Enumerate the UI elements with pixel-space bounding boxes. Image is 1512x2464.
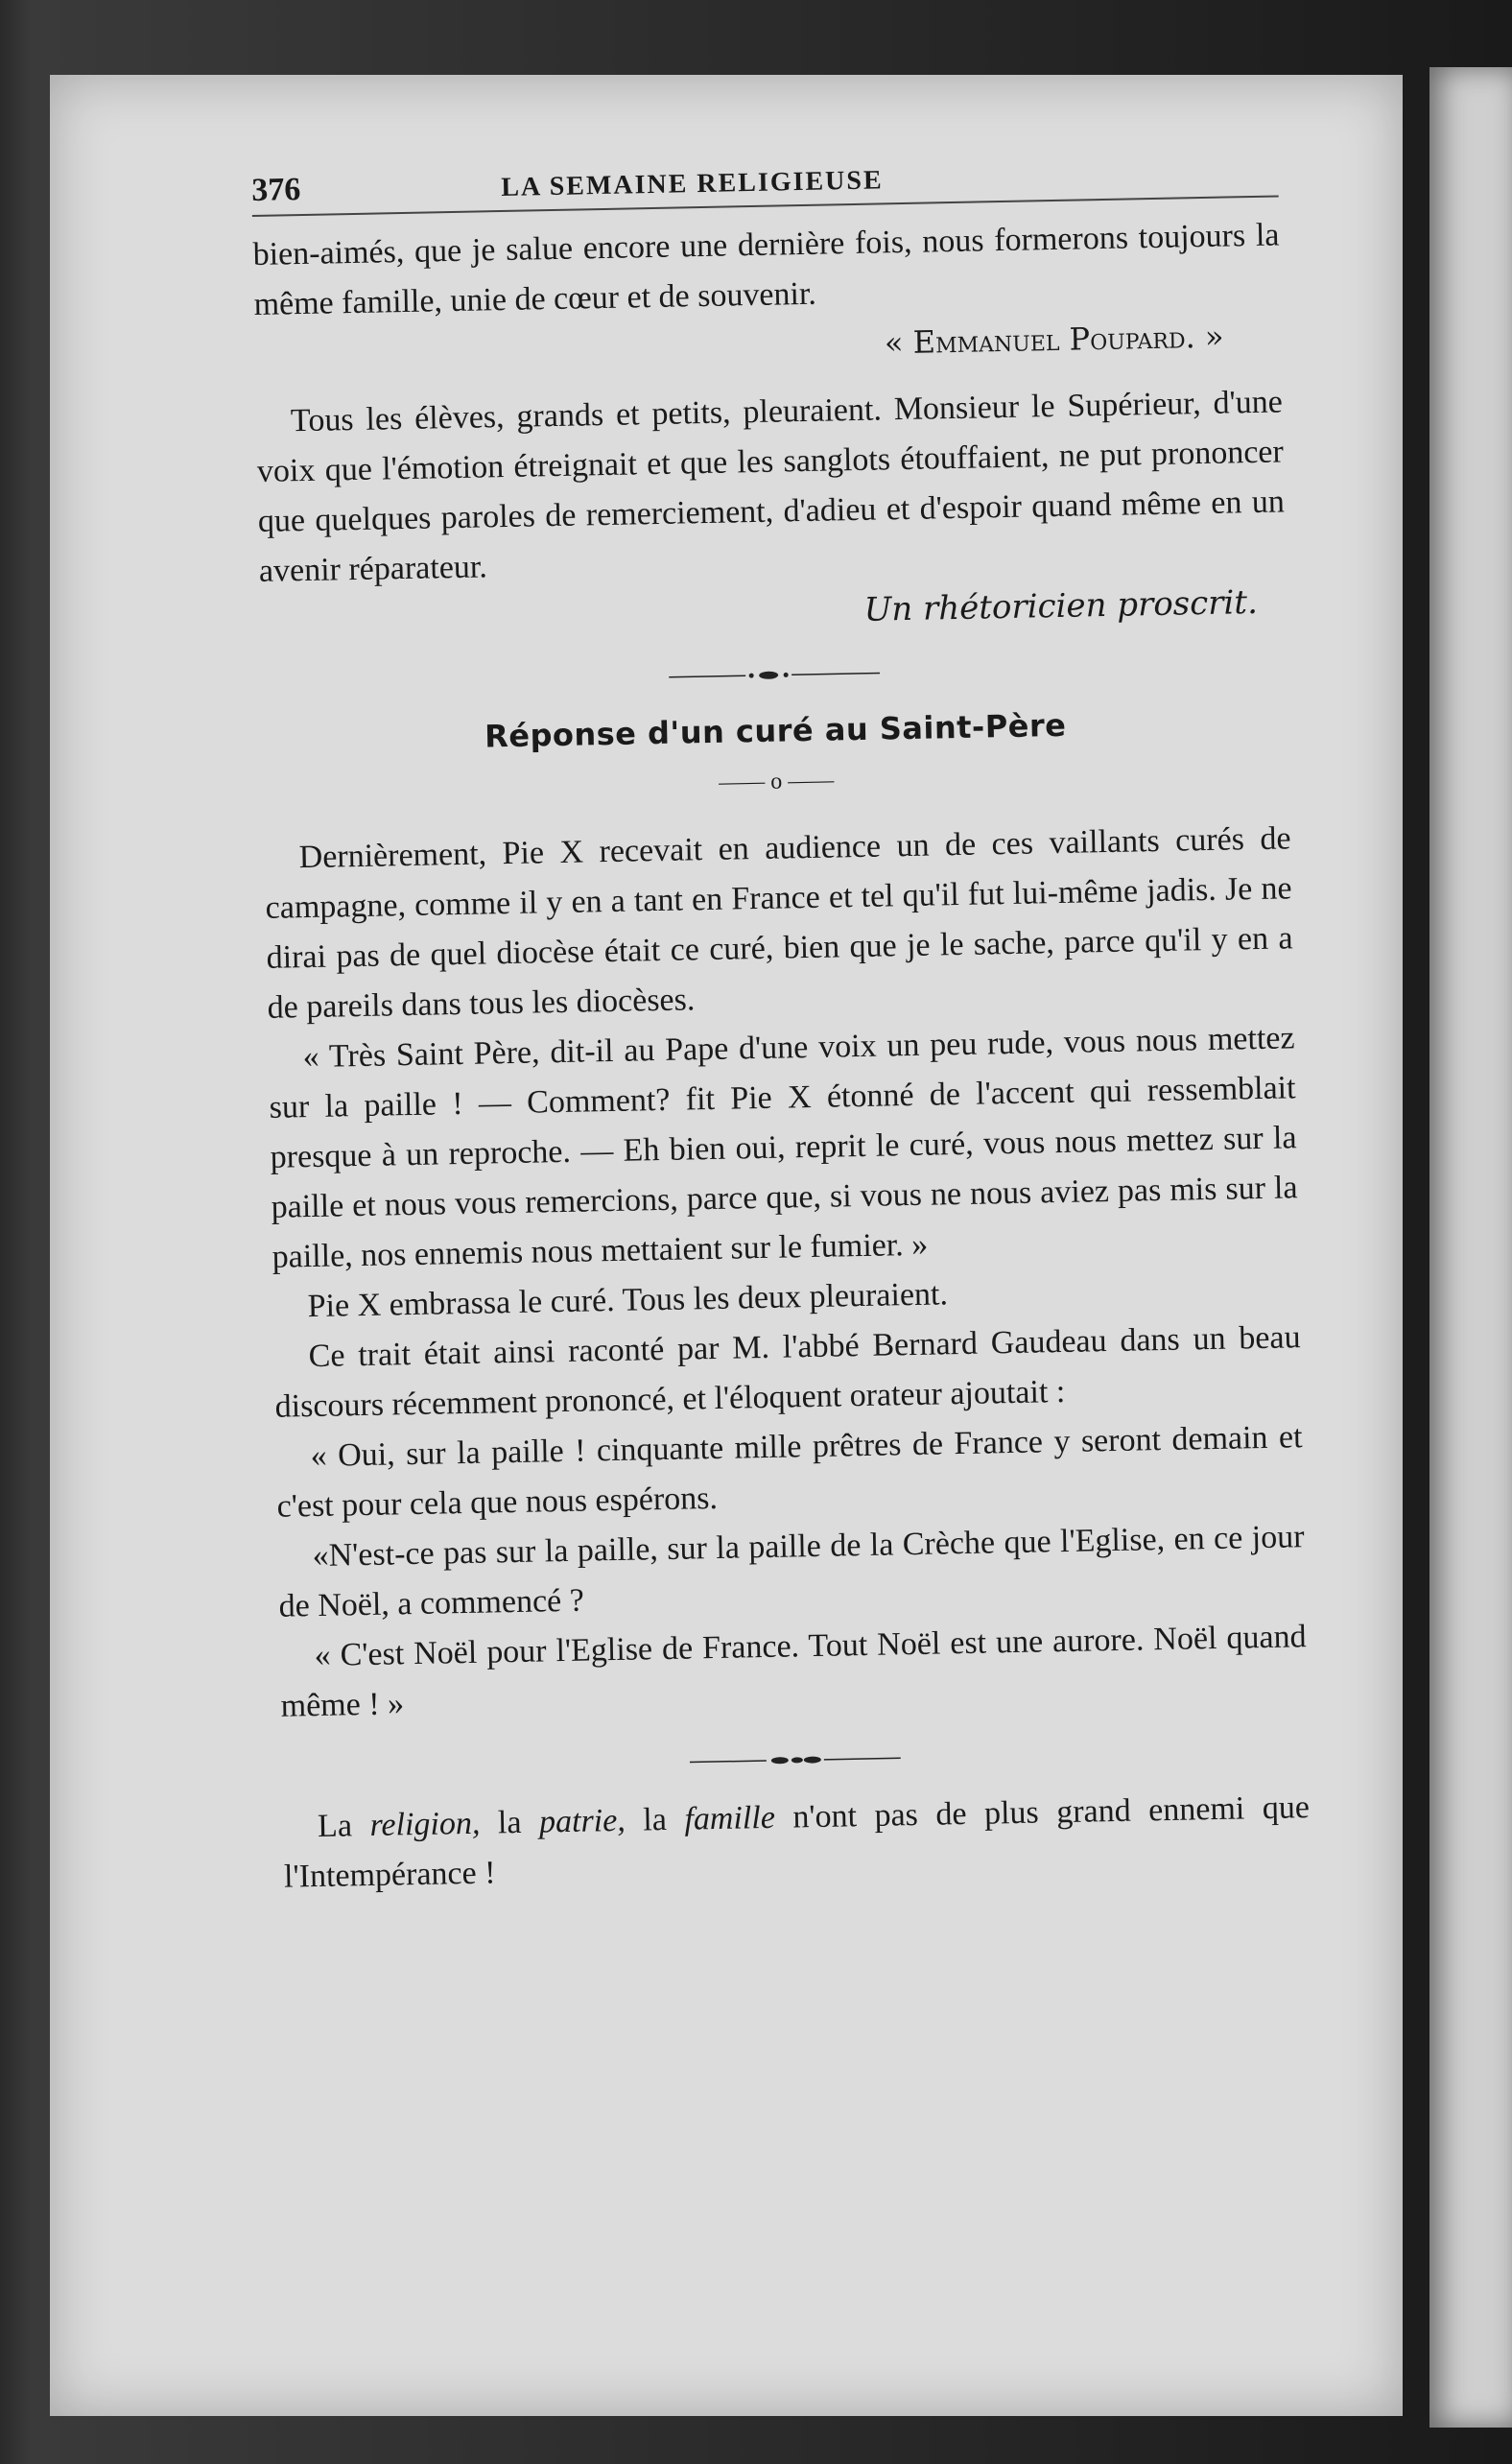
author-signoff: Un rhétoricien proscrit. — [863, 582, 1259, 629]
article-paragraph: «N'est-ce pas sur la paille, sur la paille de la Crèche que l'Eglise, en ce jour de Noël, a commencé ? — [278, 1519, 1305, 1624]
closing-word-patrie: patrie, — [538, 1802, 626, 1840]
closing-word: la — [497, 1804, 522, 1841]
page-content — [251, 153, 1311, 1902]
article-paragraph: Dernièrement, Pie X recevait en audience un de ces vaillants curés de campagne, comme il y en a tant en France et tel qu'il fut lui-même jadis. Je ne dirai pas de quel diocèse était ce curé, bien que je le sache, parce qu'il y en a de pareils dans tous les diocèses. — [265, 820, 1293, 1026]
article-title: Réponse d'un curé au Saint-Père — [484, 706, 1067, 755]
article-paragraph: « Oui, sur la paille ! cinquante mille prêtres de France y seront demain et c'est pour cela que nous espérons. — [276, 1419, 1303, 1525]
running-title: LA SEMAINE RELIGIEUSE — [501, 165, 884, 203]
facing-page-edge — [1429, 67, 1512, 2428]
closing-word-religion: religion, — [369, 1805, 481, 1843]
article-paragraph: « C'est Noël pour l'Eglise de France. Tout Noël est une aurore. Noël quand même ! » — [280, 1619, 1307, 1724]
article-paragraph: Ce trait était ainsi raconté par M. l'abbé Bernard Gaudeau dans un beau discours récemment prononcé, et l'éloquent orateur ajoutait : — [274, 1319, 1301, 1425]
closing-maxim — [283, 1783, 1311, 1903]
closing-word-famille: famille — [684, 1799, 776, 1837]
letter-closing-text: bien-aimés, que je salue encore une dernière fois, nous formerons toujours la même famille, unie de cœur et de souvenir. — [252, 217, 1280, 322]
title-divider: —— o —— — [719, 768, 835, 795]
letter-signature: « Emmanuel Poupard. » — [884, 318, 1224, 362]
closing-word: La — [317, 1808, 353, 1844]
closing-word: la — [642, 1802, 668, 1838]
ornament-divider-icon — [669, 664, 880, 687]
account-paragraph: Tous les élèves, grands et petits, pleuraient. Monsieur le Supérieur, d'une voix que l'émotion étreignait et que les sanglots étouffaient, ne put prononcer que quelques paroles de remerciement, d'adieu et d'espoir quand même en un avenir réparateur. — [256, 384, 1286, 589]
closing-rest: n'ont pas de plus grand ennemi que l'Intempérance ! — [283, 1789, 1311, 1895]
page-number: 376 — [251, 172, 301, 208]
article-paragraph: Pie X embrassa le curé. Tous les deux pleuraient. — [307, 1276, 949, 1325]
ornament-divider-icon — [690, 1748, 901, 1771]
article-paragraph: « Très Saint Père, dit-il au Pape d'une voix un peu rude, vous nous mettez sur la paille ! — Comment? fit Pie X étonné de l'accent qui ressemblait presque à un reproche. — Eh bien oui, reprit le curé, vous nous mettez sur la paille et nous vous remercions, parce que, si vous ne nous aviez pas mis sur la paille, nos ennemis nous mettaient sur le fumier. » — [269, 1020, 1298, 1275]
